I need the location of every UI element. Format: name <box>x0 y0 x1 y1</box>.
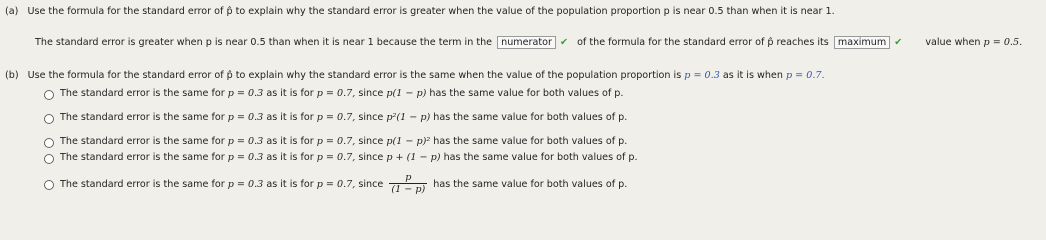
option-1[interactable] <box>60 88 623 99</box>
option-tail: has the same value for both values of p. <box>433 112 628 123</box>
option-fraction <box>389 173 427 195</box>
option-since: since <box>358 136 384 147</box>
fraction-denominator: (1 − p) <box>391 184 426 195</box>
part-a-answer-middle: of the formula for the standard error of p̂ reaches its <box>577 37 829 48</box>
option-p07: p = 0.7, <box>316 152 356 163</box>
option-tail: has the same value for both values of p. <box>433 179 628 190</box>
option-asit: as it is for <box>266 112 314 123</box>
part-b-question-text: Use the formula for the standard error of p̂ to explain why the standard error is the same when the value of the population proportion is <box>27 70 682 81</box>
option-expression: p(1 − p) <box>386 88 427 99</box>
option-4[interactable] <box>60 152 638 163</box>
option-p07: p = 0.7, <box>316 112 356 123</box>
part-b-value-03: p = 0.3 <box>684 70 720 81</box>
option-expression: p²(1 − p) <box>386 112 431 123</box>
option-asit: as it is for <box>266 136 314 147</box>
part-b-question <box>5 70 825 81</box>
option-expression: p(1 − p)² <box>386 136 431 147</box>
part-b-label: (b) <box>5 70 19 81</box>
part-a-suffix-math: p = 0.5. <box>983 37 1023 48</box>
option-lead: The standard error is the same for <box>60 136 225 147</box>
option-since: since <box>358 88 384 99</box>
part-a-answer <box>35 36 1022 49</box>
option-lead: The standard error is the same for <box>60 179 225 190</box>
option-since: since <box>358 152 384 163</box>
option-2[interactable] <box>60 112 627 123</box>
part-a-question <box>5 6 835 17</box>
option-radio-4[interactable] <box>44 154 54 164</box>
option-p03: p = 0.3 <box>227 179 264 190</box>
check-icon: ✔ <box>894 37 903 48</box>
check-icon: ✔ <box>559 37 568 48</box>
answer-dropdown-numerator[interactable]: numerator <box>497 36 556 49</box>
option-tail: has the same value for both values of p. <box>429 88 624 99</box>
option-tail: has the same value for both values of p. <box>433 136 628 147</box>
option-radio-2[interactable] <box>44 114 54 124</box>
option-p03: p = 0.3 <box>227 88 264 99</box>
option-radio-3[interactable] <box>44 138 54 148</box>
option-asit: as it is for <box>266 88 314 99</box>
part-a-answer-suffix: value when <box>925 37 981 48</box>
option-since: since <box>358 179 384 190</box>
option-asit: as it is for <box>266 152 314 163</box>
option-radio-5[interactable] <box>44 180 54 190</box>
option-p07: p = 0.7, <box>316 179 356 190</box>
option-p03: p = 0.3 <box>227 112 264 123</box>
option-3[interactable] <box>60 136 627 147</box>
option-lead: The standard error is the same for <box>60 112 225 123</box>
part-a-answer-prefix: The standard error is greater when p is near 0.5 than when it is near 1 because the term in the <box>35 37 493 48</box>
option-tail: has the same value for both values of p. <box>443 152 638 163</box>
option-expression: p + (1 − p) <box>386 152 441 163</box>
option-lead: The standard error is the same for <box>60 152 225 163</box>
option-lead: The standard error is the same for <box>60 88 225 99</box>
option-since: since <box>358 112 384 123</box>
option-p03: p = 0.3 <box>227 152 264 163</box>
answer-dropdown-maximum[interactable]: maximum <box>834 36 890 49</box>
option-radio-1[interactable] <box>44 90 54 100</box>
option-p07: p = 0.7, <box>316 88 356 99</box>
fraction-numerator: p <box>389 173 427 184</box>
option-5[interactable] <box>60 173 627 195</box>
option-asit: as it is for <box>266 179 314 190</box>
option-p07: p = 0.7, <box>316 136 356 147</box>
part-a-label: (a) <box>5 6 19 17</box>
part-a-question-text: Use the formula for the standard error of p̂ to explain why the standard error is greater when the value of the population proportion p is near 0.5 than when it is near 1. <box>27 6 835 17</box>
part-b-question-mid: as it is when <box>722 70 783 81</box>
option-p03: p = 0.3 <box>227 136 264 147</box>
part-b-value-07: p = 0.7. <box>785 70 825 81</box>
